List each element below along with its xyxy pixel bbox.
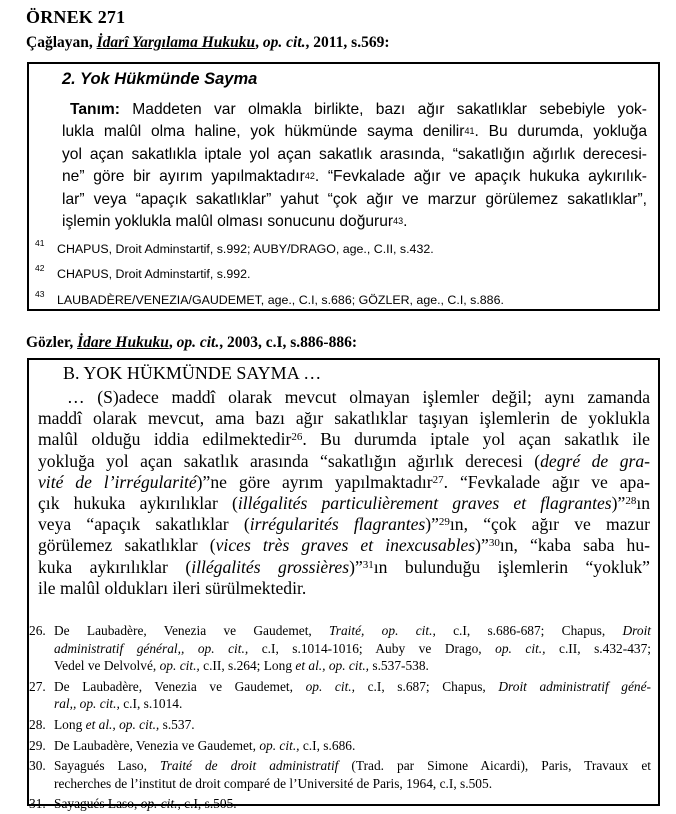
body-text: … (S)adece maddî olarak mevcut olmayan işlemler değil; aynı zamanda <box>67 387 650 407</box>
italic-text: vices très graves et inexcusables <box>215 535 476 556</box>
body-text: lukla malûl olma haline, yok hükmünde sayma denilir <box>62 123 465 141</box>
footnote-number: 27. <box>29 678 46 694</box>
italic-text: et al., op. cit., <box>85 717 160 732</box>
footnote-ref: 31 <box>362 558 374 571</box>
body-line <box>38 493 650 514</box>
italic-text: ral,, op. cit., <box>54 696 120 712</box>
body-line <box>62 166 647 188</box>
footnote-text: CHAPUS, Droit Adminstartif, s.992. <box>57 267 251 281</box>
body-text: )” <box>475 535 489 556</box>
citation-caglayan <box>26 34 389 52</box>
footnote-text <box>54 795 651 813</box>
body-text: Sayagués Laso, <box>54 796 141 812</box>
footnote-number: 30. <box>29 758 46 774</box>
body-line <box>38 535 650 556</box>
body-text: Long <box>54 717 86 732</box>
body-text: işlemin yoklukla malûl olması sonucunu doğurur <box>62 213 394 231</box>
footnote-line <box>54 757 651 775</box>
footnote-text <box>54 737 651 755</box>
footnote-text: LAUBADÈRE/VENEZIA/GAUDEMET, age., C.I, s.686; GÖZLER, age., C.I, s.886. <box>57 293 504 307</box>
italic-text: degré de gra- <box>540 450 650 471</box>
citation-sep: , <box>168 334 177 351</box>
excerpt-heading: B. YOK HÜKMÜNDE SAYMA … <box>63 363 322 383</box>
footnote-number: 42 <box>35 263 45 273</box>
italic-text: op. cit., <box>305 678 355 694</box>
italic-text: op. cit., <box>140 796 181 812</box>
footnote-ref: 28 <box>625 495 637 508</box>
body-text: De Laubadère, Venezia ve Gaudemet, <box>54 737 260 753</box>
body-text: c.I, s.686. <box>299 737 356 753</box>
italic-text: vité de l’irrégularité <box>38 471 197 492</box>
body-text: )” <box>349 556 363 577</box>
body-text: c.I, s.687; Chapus, <box>355 678 499 694</box>
body-text: s.537. <box>159 717 195 732</box>
body-text: Vedel ve Delvolvé, <box>54 658 160 674</box>
body-text: c.I, s.1014. <box>119 696 183 712</box>
body-text: Maddeten var olmakla birlikte, bazı ağır sakatlıklar sebebiyle yok- <box>119 101 647 118</box>
italic-text: op. cit., <box>159 658 200 674</box>
italic-text: administratif général,, op. cit., <box>54 640 249 656</box>
body-text: ne” göre bir ayırım yapılmaktadır <box>62 168 305 186</box>
citation-ref: op. cit. <box>262 34 306 51</box>
body-line <box>38 557 650 578</box>
footnote-text: CHAPUS, Droit Adminstartif, s.992; AUBY/DRAGO, age., C.II, s.432. <box>57 242 434 256</box>
body-text: ın <box>636 493 650 514</box>
body-text: c.I, s.686-687; Chapus, <box>435 623 623 638</box>
footnote-ref: 43 <box>393 216 404 227</box>
italic-text: Traité de droit administratif <box>159 758 339 774</box>
footnote-ref: 41 <box>464 126 475 137</box>
italic-text: op. cit., <box>495 640 546 656</box>
footnote-line <box>54 795 651 813</box>
citation-work: İdare Hukuku <box>77 334 169 351</box>
body-text: veya “apaçık sakatlıklar ( <box>38 514 250 535</box>
footnote-number: 28. <box>29 717 46 732</box>
footnote-text <box>54 622 651 675</box>
body-text: lar” veya “apaçık sakatlıklar” yahut “çok ağır ve marzur görülemez sakatlıklar”, <box>62 190 647 208</box>
body-line <box>38 387 650 408</box>
citation-author: Gözler, <box>26 334 78 351</box>
italic-text: irrégularités flagrantes <box>249 514 426 535</box>
body-text: maddî olarak mevcut, ama bazı ağır sakatlıklar taşıyan işlemlerin de yoklukla <box>38 408 650 429</box>
footnote-line <box>54 737 651 755</box>
excerpt-body <box>38 387 650 599</box>
italic-text: Traité, op. cit., <box>329 623 436 638</box>
body-line <box>38 451 650 472</box>
footnote-number: 41 <box>35 238 45 248</box>
body-text: kuka aykırılıklar ( <box>38 556 192 577</box>
body-text: yokluğa yol açan sakatlık arasında “sakatlığın ağırlık derecesi ( <box>38 450 541 471</box>
body-text: De Laubadère, Venezia ve Gaudemet, <box>54 623 330 638</box>
body-line <box>62 144 647 166</box>
footnote-line <box>54 716 651 734</box>
citation-gozler <box>26 334 357 352</box>
italic-text: et al., op. cit., <box>295 658 370 674</box>
footnote-line <box>54 678 651 696</box>
excerpt-gozler <box>27 358 660 812</box>
body-text: . “Fevkalade ağır ve apaçık hukuka aykırılık- <box>314 168 647 186</box>
citation-work: İdarî Yargılama Hukuku <box>96 34 256 51</box>
body-text: c.II, s.432-437; <box>545 640 652 656</box>
footnote-line <box>54 695 651 713</box>
excerpt-caglayan <box>27 62 660 311</box>
italic-text: Droit <box>622 623 652 638</box>
body-text: De Laubadère, Venezia ve Gaudemet, <box>54 678 306 694</box>
footnote-line <box>54 657 651 675</box>
body-text: )” <box>611 493 626 514</box>
body-text: . “Fevkalade ağır ve apa- <box>443 471 650 492</box>
footnote-line <box>54 640 651 658</box>
body-text: c.I, s.505. <box>180 796 237 812</box>
body-line <box>38 408 650 429</box>
body-line <box>38 472 650 493</box>
body-line <box>62 189 647 211</box>
italic-text: illégalités particulièrement graves et flagrantes <box>237 493 612 514</box>
body-line <box>62 99 647 121</box>
footnote-ref: 29 <box>438 516 450 529</box>
footnote-ref: 26 <box>291 431 303 444</box>
term-label: Tanım: <box>70 101 120 118</box>
body-text: c.II, s.264; Long <box>199 658 296 674</box>
body-line <box>62 121 647 143</box>
excerpt-heading: 2. Yok Hükmünde Sayma <box>62 70 258 88</box>
body-text: s.537-538. <box>369 658 429 674</box>
citation-rest: , 2003, c.I, s.886-886: <box>219 334 357 351</box>
body-text: recherches de l’institut de droit comparé de l’Université de Paris, 1964, c.I, s.505. <box>54 775 493 791</box>
footnote-number: 29. <box>29 737 46 753</box>
footnote-text <box>54 678 651 713</box>
body-line <box>62 211 647 233</box>
body-text: ile malûl oldukları ileri sürülmektedir. <box>38 577 307 598</box>
body-line <box>38 578 650 599</box>
body-text: )”ne göre ayrım yapılmaktadır <box>196 471 433 492</box>
body-line <box>38 429 650 450</box>
body-text: ın, “kaba saba hu- <box>499 535 650 556</box>
footnote-number: 26. <box>29 623 46 638</box>
italic-text: illégalités grossières <box>191 556 350 577</box>
footnote-ref: 27 <box>432 473 444 486</box>
footnote-ref: 42 <box>304 171 315 182</box>
body-text: yol açan sakatlıkla iptale yol açan sakatlık arasında, “sakatlığın ağırlık derecesi- <box>62 145 647 163</box>
citation-ref: op. cit. <box>176 334 220 351</box>
footnote-line <box>54 775 651 793</box>
body-text: c.I, s.1014-1016; Auby ve Drago, <box>248 640 496 656</box>
footnote-ref: 30 <box>488 537 500 550</box>
citation-rest: , 2011, s.569: <box>305 34 390 51</box>
footnote-number: 31. <box>29 796 46 812</box>
body-text: çık hukuka aykırılıklar ( <box>38 493 238 514</box>
body-text: ın bulunduğu işlemlerin “yokluk” <box>373 556 650 577</box>
footnote-line <box>54 622 651 640</box>
page-title: ÖRNEK 271 <box>26 7 126 27</box>
body-text: . Bu durumda, yokluğa <box>474 123 647 141</box>
body-text: . <box>403 213 408 231</box>
footnote-text <box>54 716 651 734</box>
body-text: malûl olduğu iddia edilmektedir <box>38 429 292 450</box>
body-text: görülemez sakatlıklar ( <box>38 535 216 556</box>
citation-sep: , <box>255 34 263 51</box>
footnote-text <box>54 757 651 792</box>
body-text: )” <box>425 514 439 535</box>
excerpt-body <box>62 99 647 233</box>
citation-author: Çağlayan, <box>26 34 97 51</box>
body-text: . Bu durumda iptale yol açan sakatlık ile <box>302 429 650 450</box>
body-text: (Trad. par Simone Aicardi), Paris, Travaux et <box>338 758 651 774</box>
body-line <box>38 514 650 535</box>
body-text: Sayagués Laso, <box>54 758 160 774</box>
footnote-number: 43 <box>35 289 45 299</box>
body-text: ın, “çok ağır ve mazur <box>449 514 651 535</box>
italic-text: Droit administratif géné- <box>498 678 651 694</box>
italic-text: op. cit., <box>259 737 300 753</box>
